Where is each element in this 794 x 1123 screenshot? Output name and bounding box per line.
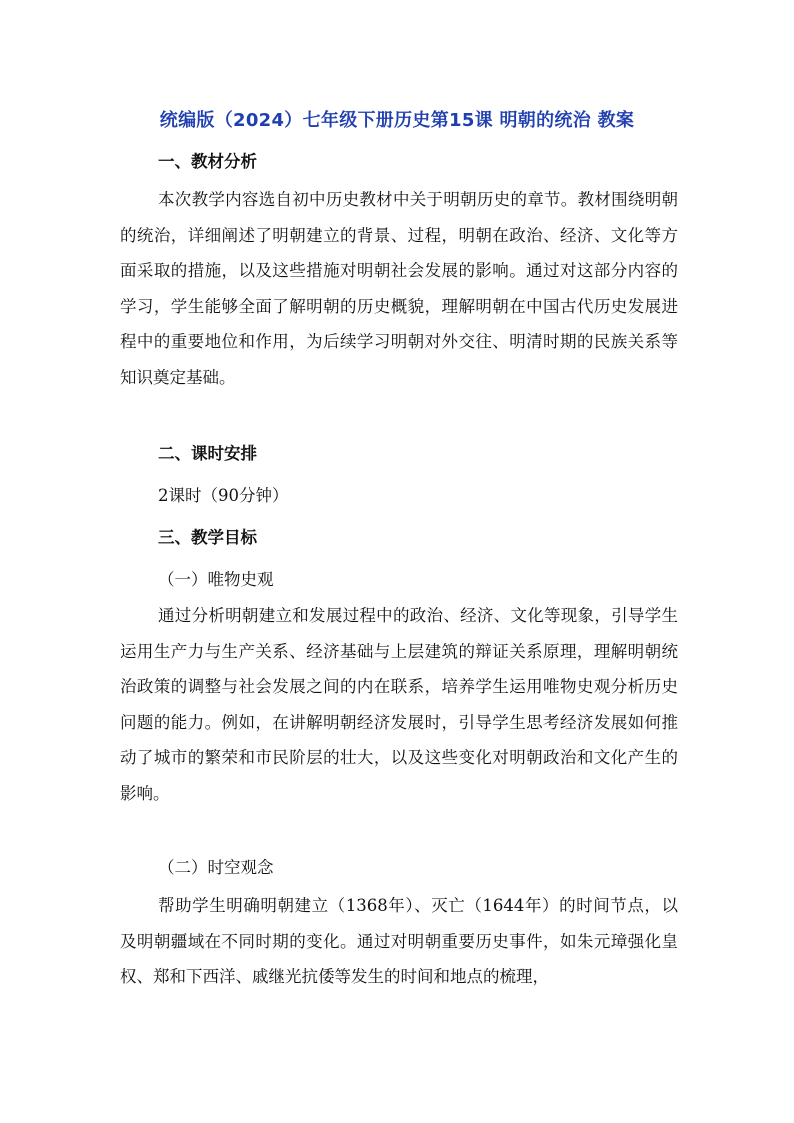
subheading-space-time: （二）时空观念 (158, 858, 274, 877)
document-title: 统编版（2024）七年级下册历史第15课 明朝的统治 教案 (159, 110, 635, 131)
section-heading-objectives: 三、教学目标 (158, 528, 257, 547)
subheading-historical-materialism: （一）唯物史观 (158, 570, 274, 589)
paragraph-textbook-analysis: 本次教学内容选自初中历史教材中关于明朝历史的章节。教材围绕明朝的统治，详细阐述了明朝建立的背景、过程，明朝在政治、经济、文化等方面采取的措施，以及这些措施对明朝社会发展的影响。通过对这部分内容的学习，学生能够全面了解明朝的历史概貌，理解明朝在中国古代历史发展进程中的重要地位和作用，为后续学习明朝对外交往、明清时期的民族关系等知识奠定基础。 (120, 190, 678, 387)
paragraph-historical-materialism: 通过分析明朝建立和发展过程中的政治、经济、文化等现象，引导学生运用生产力与生产关系、经济基础与上层建筑的辩证关系原理，理解明朝统治政策的调整与社会发展之间的内在联系，培养学生运用唯物史观分析历史问题的能力。例如，在讲解明朝经济发展时，引导学生思考经济发展如何推动了城市的繁荣和市民阶层的壮大，以及这些变化对明朝政治和文化产生的影响。 (120, 606, 678, 803)
section-heading-schedule: 二、课时安排 (158, 444, 257, 463)
section-heading-textbook-analysis: 一、教材分析 (158, 152, 257, 171)
paragraph-space-time: 帮助学生明确明朝建立（1368年）、灭亡（1644年）的时间节点，以及明朝疆域在不同时期的变化。通过对明朝重要历史事件，如朱元璋强化皇权、郑和下西洋、戚继光抗倭等发生的时间和地点的梳理， (120, 896, 678, 986)
paragraph-schedule: 2课时（90分钟） (158, 486, 289, 505)
